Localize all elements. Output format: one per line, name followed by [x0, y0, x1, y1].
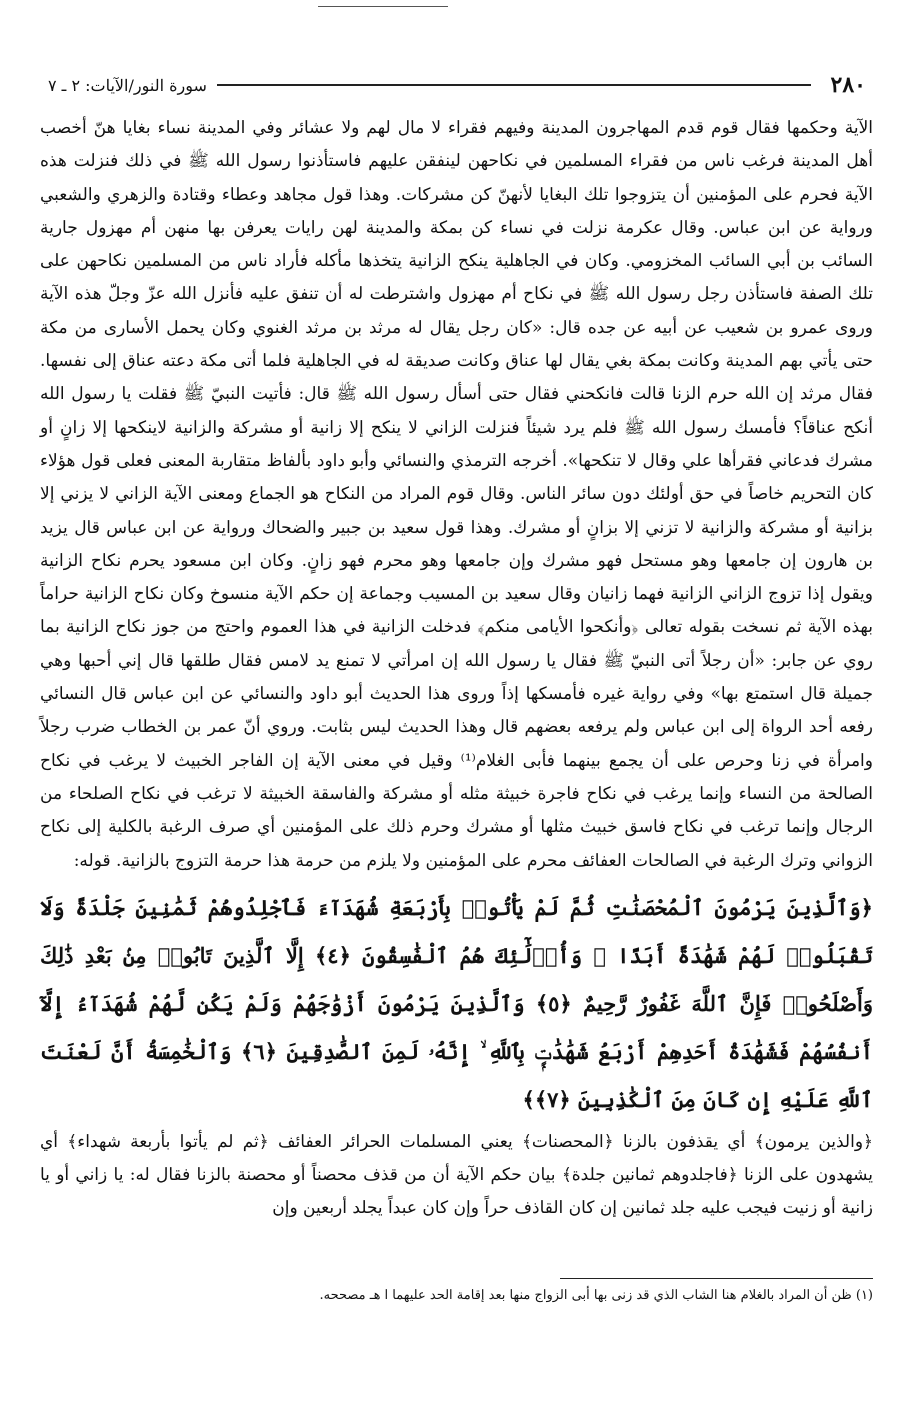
running-head: سورة النور/الآيات: ٢ ـ ٧ [48, 75, 207, 95]
commentary-paragraph-2: ﴿والذين يرمون﴾ أي يقذفون بالزنا ﴿المحصنات﴾ يعني المسلمات الحرائر العفائف ﴿ثم لم يأتوا بأربعة شهداء﴾ أي يشهدون على الزنا ﴿فاجلدوهم ثمانين جلدة﴾ بيان حكم الآية أن من قذف محصناً أو محصنة بالزنا فقال له: يا زاني أو يا زانية أو زنيت فيجب عليه جلد ثمانين إن كان القاذف حراً وإن كان عبداً يجلد أربعين وإن [40, 1131, 873, 1219]
main-body [40, 112, 873, 1226]
page-header [48, 70, 866, 100]
footnote-separator [560, 1278, 873, 1279]
header-rule [217, 84, 811, 86]
commentary-paragraph: الآية وحكمها فقال قوم قدم المهاجرون المدينة وفيهم فقراء لا مال لهم ولا عشائر وفي المدينة نساء بغايا هنّ أخصب أهل المدينة فرغب ناس من فقراء المسلمين في نكاحهن لينفقن عليهم فاستأذنوا رسول الله ﷺ في ذلك فنزلت هذه الآية فحرم على المؤمنين أن يتزوجوا تلك البغايا لأنهنّ كن مشركات. وهذا قول مجاهد وعطاء وقتادة والزهري والشعبي ورواية عن ابن عباس. وقال عكرمة نزلت في نساء كن بمكة والمدينة لهن رايات يعرفن بها منهن أم مهزول جارية السائب بن أبي السائب المخزومي. وكان في الجاهلية ينكح الزانية يتخذها مأكله فأراد ناس من المسلمين نكاحهن على تلك الصفة فاستأذن رجل رسول الله ﷺ في نكاح أم مهزول واشترطت له أن تنفق عليه فأنزل الله عزّ وجلّ هذه الآية وروى عمرو بن شعيب عن أبيه عن جده قال: «كان رجل يقال له مرثد بن مرثد الغنوي وكان يحمل الأسارى من مكة حتى يأتي بهم المدينة وكانت بمكة بغي يقال لها عناق وكانت صديقة له في الجاهلية فلما أتى مكة دعته عناق إلى نفسها. فقال مرثد إن الله حرم الزنا قالت فانكحني فقال حتى أسأل رسول الله ﷺ قال: فأتيت النبيّ ﷺ فقلت يا رسول الله أنكح عناقاً؟ فأمسك رسول الله ﷺ فلم يرد شيئاً فنزلت الزاني لا ينكح إلا زانية أو مشركة والزانية لاينكحها إلا زانٍ أو مشرك فدعاني فقرأها علي وقال لا تنكحها». أخرجه الترمذي والنسائي وأبو داود بألفاظ متقاربة المعنى فعلى قول هؤلاء كان التحريم خاصاً في حق أولئك دون سائر الناس. وقال قوم المراد من النكاح هو الجماع ومعنى الآية الزاني لا يزني إلا بزانية أو مشركة والزانية لا تزني إلا بزانٍ أو مشرك. وهذا قول سعيد بن جبير والضحاك ورواية عن ابن عباس قال يزيد بن هارون إن جامعها وهو مستحل فهو مشرك وإن جامعها وهو محرم فهو زانٍ. وكان ابن مسعود يحرم نكاح الزانية ويقول إذا تزوج الزاني الزانية فهما زانيان وقال سعيد بن المسيب وجماعة إن حكم الآية منسوخ وكان نكاح الزانية حراماً بهذه الآية ثم نسخت بقوله تعالى ﴿وأنكحوا الأيامى منكم﴾ فدخلت الزانية في هذا العموم واحتج من جوز نكاح الزانية بما روي عن جابر: «أن رجلاً أتى النبيّ ﷺ فقال يا رسول الله إن امرأتي لا تمنع يد لامس فقال طلقها قال إني أحبها وهي جميلة قال استمتع بها» وفي رواية غيره فأمسكها إذاً وروى هذا الحديث أبو داود والنسائي عن ابن عباس قال النسائي رفعه أحد الرواة إلى ابن عباس ولم يرفعه بعضهم قال وهذا الحديث ليس بثابت. وروي أنّ عمر بن الخطاب ضرب رجلاً وامرأة في زنا وحرص على أن يجمع بينهما فأبى الغلام⁽¹⁾ وقيل في معنى الآية إن الفاجر الخبيث لا يرغب في نكاح الصالحة من النساء وإنما يرغب في نكاح فاجرة خبيثة مثله أو مشركة والفاسقة الخبيثة لا ترغب في نكاح الصلحاء من الرجال وإنما ترغب في نكاح فاسق خبيث مثلها أو مشرك وحرم ذلك على المؤمنين أي صرف الرغبة بالكلية إلى نكاح الزواني وترك الرغبة في الصالحات العفائف محرم على المؤمنين ولا يلزم من حرمة هذا حرمة التزوج بالزانية. قوله: [40, 118, 873, 871]
quran-verses: ﴿وَٱلَّذِينَ يَرْمُونَ ٱلْمُحْصَنَٰتِ ثُمَّ لَمْ يَأْتُوا۟ بِأَرْبَعَةِ شُهَدَآءَ فَٱجْلِدُوهُمْ ثَمَٰنِينَ جَلْدَةً وَلَا تَقْبَلُوا۟ لَهُمْ شَهَٰدَةً أَبَدًا ۚ وَأُو۟لَٰٓئِكَ هُمُ ٱلْفَٰسِقُونَ ﴿٤﴾ إِلَّا ٱلَّذِينَ تَابُوا۟ مِنۢ بَعْدِ ذَٰلِكَ وَأَصْلَحُوا۟ فَإِنَّ ٱللَّهَ غَفُورٌ رَّحِيمٌ ﴿٥﴾ وَٱلَّذِينَ يَرْمُونَ أَزْوَٰجَهُمْ وَلَمْ يَكُن لَّهُمْ شُهَدَآءُ إِلَّآ أَنفُسُهُمْ فَشَهَٰدَةُ أَحَدِهِمْ أَرْبَعُ شَهَٰدَٰتٍۭ بِٱللَّهِ ۙ إِنَّهُۥ لَمِنَ ٱلصَّٰدِقِينَ ﴿٦﴾ وَٱلْخَٰمِسَةُ أَنَّ لَعْنَتَ ٱللَّهِ عَلَيْهِ إِن كَانَ مِنَ ٱلْكَٰذِبِينَ ﴿٧﴾﴾ [40, 894, 874, 1112]
page-number: ٢٨٠ [830, 72, 866, 98]
footnote: (١) ظن أن المراد بالغلام هنا الشاب الذي قد زنى بها أبى الزواج منها بعد إقامة الحد عليهما ا هـ مصححه. [319, 1288, 873, 1303]
top-decorative-rule [318, 6, 448, 7]
